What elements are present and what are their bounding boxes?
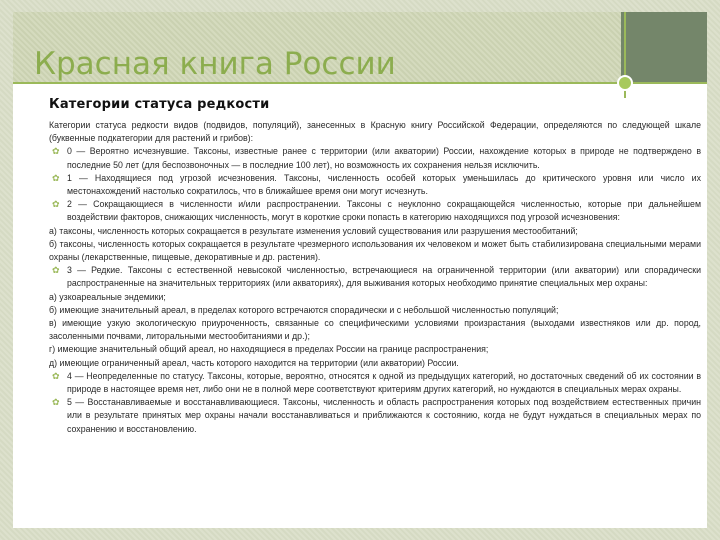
category-2-item — [49, 198, 701, 224]
category-4-item — [49, 370, 701, 396]
category-2-text: 2 — Сокращающиеся в численности и/или распространении. Таксоны с неуклонно сокращающейся численностью, которые при дальнейшем воздействии факторов, снижающих численность, могут в короткие сроки попасть в категорию находящихся под угрозой исчезновения: — [67, 199, 701, 223]
category-0-item — [49, 145, 701, 171]
category-3-text: 3 — Редкие. Таксоны с естественной невысокой численностью, встречающиеся на ограниченной территории (или акватории) или спорадически распространенные на значительных территориях (или акваториях), для выживания которых необходимо принятие специальных мер охраны: — [67, 265, 701, 289]
subcategory-3d: г) имеющие значительный общий ареал, но находящиеся в пределах России на границе распространения; — [49, 344, 489, 355]
leaf-bullet-icon: ✿ — [52, 265, 60, 276]
subcategory-3a: а) узкоареальные эндемики; — [49, 291, 166, 302]
subcategory-3e: д) имеющие ограниченный ареал, часть которого находится на территории (или акватории) России. — [49, 357, 459, 368]
leaf-bullet-icon: ✿ — [52, 172, 60, 183]
slide-content — [49, 97, 701, 436]
leaf-bullet-icon: ✿ — [52, 370, 60, 381]
subcategory-3c: в) имеющие узкую экологическую приуроченность, связанные со специфическими условиями произрастания (выходами известняков или др. пород, засоленными почвами, литоральными местообитаниями и др.); — [49, 318, 701, 342]
category-4-text: 4 — Неопределенные по статусу. Таксоны, которые, вероятно, относятся к одной из предыдущих категорий, но достаточных сведений об их состоянии в природе в настоящее время нет, либо они не в полной мере соответствуют критериям других категорий, но нуждаются в специальных мерах охраны. — [67, 370, 701, 395]
slide-frame — [13, 12, 707, 528]
decorative-circle-icon — [617, 75, 633, 91]
subcategory-2b: б) таксоны, численность которых сокращается в результате чрезмерного использования их человеком и может быть стабилизирована специальными мерами охраны (лекарственные, пищевые, декоративные и др. растения). — [49, 238, 701, 263]
leaf-bullet-icon: ✿ — [52, 146, 60, 157]
leaf-bullet-icon: ✿ — [52, 199, 60, 210]
decorative-horizontal-line — [13, 82, 707, 84]
category-1-text: 1 — Находящиеся под угрозой исчезновения. Таксоны, численность особей которых уменьшилась до критического уровня или число их местонахождений настолько сократилось, что в ближайшее время они могут исчезнуть. — [67, 172, 701, 197]
category-5-text: 5 — Восстанавливаемые и восстанавливающиеся. Таксоны, численность и область распространения которых под воздействием естественных причин или в результате принятых мер охраны начали восстанавливаться и приближаются к состоянию, когда не будут нуждаться в специальных мерах по сохранению и восстановлению. — [67, 397, 701, 434]
category-1-item — [49, 172, 701, 198]
slide-title: Красная книга России — [34, 46, 396, 82]
category-3-item — [49, 264, 701, 290]
body-text — [49, 119, 701, 436]
section-heading: Категории статуса редкости — [49, 97, 270, 112]
subcategory-2a: а) таксоны, численность которых сокращается в результате изменения условий существования или разрушения местообитаний; — [49, 225, 578, 236]
leaf-bullet-icon: ✿ — [52, 397, 60, 408]
intro-paragraph: Категории статуса редкости видов (подвидов, популяций), занесенных в Красную книгу Российской Федерации, определяются по следующей шкале (буквенные подкатегории для растений и грибов): — [49, 120, 701, 144]
corner-decoration — [621, 12, 707, 84]
category-0-text: 0 — Вероятно исчезнувшие. Таксоны, известные ранее с территории (или акватории) России, нахождение которых в природе не подтверждено в последние 50 лет (для беспозвоночных — в последние 100 лет), но возможность их сохранения нельзя исключить. — [67, 146, 701, 170]
category-5-item — [49, 396, 701, 436]
subcategory-3b: б) имеющие значительный ареал, в пределах которого встречаются спорадически и с небольшой численностью популяций; — [49, 304, 559, 315]
